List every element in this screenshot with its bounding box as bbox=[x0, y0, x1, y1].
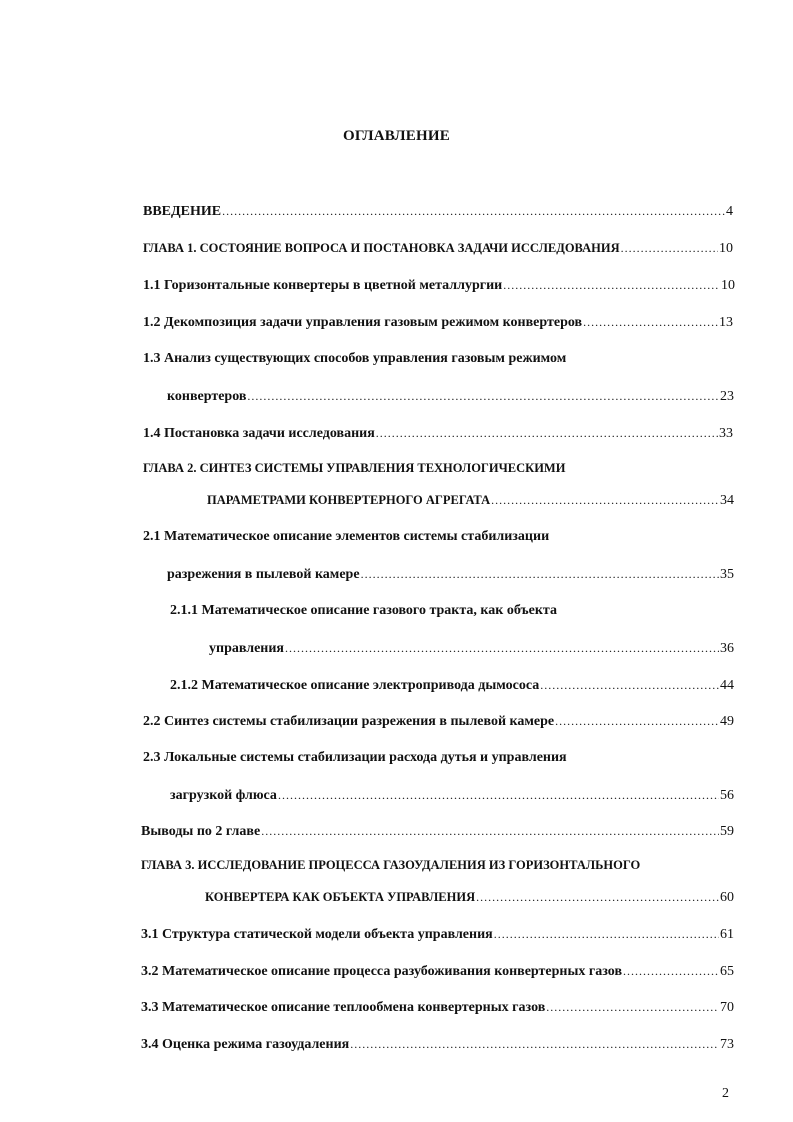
toc-entry-text: 1.2 Декомпозиция задачи управления газовым режимом конвертеров bbox=[143, 315, 583, 330]
toc-entry-text: управления bbox=[209, 641, 285, 656]
toc-entry-text: Выводы по 2 главе bbox=[141, 824, 261, 839]
leader-dots bbox=[376, 423, 718, 443]
toc-page-number: 35 bbox=[720, 567, 734, 582]
toc-page-number: 70 bbox=[720, 1000, 734, 1015]
toc-page-number: 59 bbox=[720, 824, 734, 839]
toc-entry-text: 1.4 Постановка задачи исследования bbox=[143, 426, 375, 441]
leader-dots bbox=[278, 785, 719, 805]
toc-entry-2-2 bbox=[143, 711, 734, 731]
toc-entry-text: 3.4 Оценка режима газоудаления bbox=[141, 1037, 350, 1052]
toc-entry-text: ПАРАМЕТРАМИ КОНВЕРТЕРНОГО АГРЕГАТА bbox=[207, 493, 491, 507]
leader-dots bbox=[546, 997, 719, 1017]
toc-entry-text: 3.1 Структура статической модели объекта управления bbox=[141, 927, 493, 942]
page-number: 2 bbox=[722, 1086, 729, 1101]
toc-page-number: 4 bbox=[726, 204, 733, 219]
leader-dots bbox=[491, 490, 719, 510]
leader-dots bbox=[555, 711, 719, 731]
toc-entry-text: 1.1 Горизонтальные конвертеры в цветной металлургии bbox=[143, 278, 503, 293]
toc-page-number: 10 bbox=[719, 241, 733, 256]
toc-entry-text: 2.1.2 Математическое описание электропривода дымососа bbox=[170, 678, 540, 693]
toc-entry-text: ГЛАВА 1. СОСТОЯНИЕ ВОПРОСА И ПОСТАНОВКА ЗАДАЧИ ИССЛЕДОВАНИЯ bbox=[143, 241, 620, 255]
leader-dots bbox=[540, 675, 719, 695]
toc-entry-2-1-1 bbox=[209, 638, 734, 658]
toc-entry-text: ВВЕДЕНИЕ bbox=[143, 204, 222, 219]
toc-entry-text: конвертеров bbox=[167, 389, 247, 404]
toc-entry-text: 2.3 Локальные системы стабилизации расхода дутья и управления bbox=[143, 750, 567, 765]
toc-entry-text: ГЛАВА 3. ИССЛЕДОВАНИЕ ПРОЦЕССА ГАЗОУДАЛЕНИЯ ИЗ ГОРИЗОНТАЛЬНОГО bbox=[141, 858, 641, 872]
toc-entry-text: 2.1 Математическое описание элементов системы стабилизации bbox=[143, 529, 550, 544]
toc-entry-2-3-line-1 bbox=[143, 748, 567, 768]
toc-entry-1-3 bbox=[167, 386, 734, 406]
toc-page-number: 10 bbox=[721, 278, 735, 293]
toc-entry-3-1 bbox=[141, 924, 734, 944]
toc-page-number: 60 bbox=[720, 890, 734, 905]
toc-entry-intro bbox=[143, 201, 733, 221]
leader-dots bbox=[261, 821, 719, 841]
toc-page-number: 44 bbox=[720, 678, 734, 693]
toc-entry-text: 3.3 Математическое описание теплообмена конвертерных газов bbox=[141, 1000, 546, 1015]
toc-entry-chapter-3-line-1 bbox=[141, 855, 640, 875]
toc-page-number: 49 bbox=[720, 714, 734, 729]
toc-entry-1-3-line-1 bbox=[143, 349, 566, 369]
leader-dots bbox=[503, 275, 720, 295]
toc-entry-2-3 bbox=[170, 785, 734, 805]
toc-entry-3-3 bbox=[141, 997, 734, 1017]
toc-page-number: 23 bbox=[720, 389, 734, 404]
leader-dots bbox=[583, 312, 718, 332]
leader-dots bbox=[494, 924, 719, 944]
toc-entry-chapter-3 bbox=[205, 887, 734, 907]
leader-dots bbox=[623, 961, 719, 981]
toc-entry-text: КОНВЕРТЕРА КАК ОБЪЕКТА УПРАВЛЕНИЯ bbox=[205, 890, 476, 904]
leader-dots bbox=[222, 201, 725, 221]
toc-entry-text: загрузкой флюса bbox=[170, 788, 277, 803]
toc-entry-text: разрежения в пылевой камере bbox=[167, 567, 360, 582]
toc-entry-chapter-2 bbox=[207, 490, 734, 510]
toc-entry-chapter-2-line-1 bbox=[143, 458, 565, 478]
toc-entry-text: ГЛАВА 2. СИНТЕЗ СИСТЕМЫ УПРАВЛЕНИЯ ТЕХНОЛОГИЧЕСКИМИ bbox=[143, 461, 566, 475]
toc-entry-chapter-1 bbox=[143, 238, 733, 258]
toc-page-number: 56 bbox=[720, 788, 734, 803]
toc-entry-text: 3.2 Математическое описание процесса разубоживания конвертерных газов bbox=[141, 964, 623, 979]
toc-entry-text: 2.2 Синтез системы стабилизации разрежения в пылевой камере bbox=[143, 714, 555, 729]
leader-dots bbox=[247, 386, 719, 406]
toc-entry-text: 1.3 Анализ существующих способов управления газовым режимом bbox=[143, 351, 567, 366]
leader-dots bbox=[621, 238, 718, 258]
toc-page-number: 61 bbox=[720, 927, 734, 942]
toc-entry-3-2 bbox=[141, 961, 734, 981]
toc-page-number: 13 bbox=[719, 315, 733, 330]
toc-entry-1-1 bbox=[143, 275, 735, 295]
toc-page-number: 33 bbox=[719, 426, 733, 441]
toc-entry-1-4 bbox=[143, 423, 733, 443]
leader-dots bbox=[476, 887, 719, 907]
leader-dots bbox=[350, 1034, 719, 1054]
toc-page-number: 65 bbox=[720, 964, 734, 979]
toc-entry-2-1-line-1 bbox=[143, 527, 549, 547]
toc-page-number: 36 bbox=[720, 641, 734, 656]
toc-entry-1-2 bbox=[143, 312, 733, 332]
toc-page-number: 73 bbox=[720, 1037, 734, 1052]
toc-entry-2-1 bbox=[167, 564, 734, 584]
toc-entry-text: 2.1.1 Математическое описание газового тракта, как объекта bbox=[170, 603, 557, 618]
toc-entry-conclusions-2 bbox=[141, 821, 734, 841]
toc-entry-2-1-2 bbox=[170, 675, 734, 695]
toc-entry-2-1-1-line-1 bbox=[170, 601, 557, 621]
toc-entry-3-4 bbox=[141, 1034, 734, 1054]
toc-page-number: 34 bbox=[720, 493, 734, 508]
toc-title: ОГЛАВЛЕНИЕ bbox=[343, 128, 450, 144]
leader-dots bbox=[361, 564, 719, 584]
leader-dots bbox=[285, 638, 719, 658]
